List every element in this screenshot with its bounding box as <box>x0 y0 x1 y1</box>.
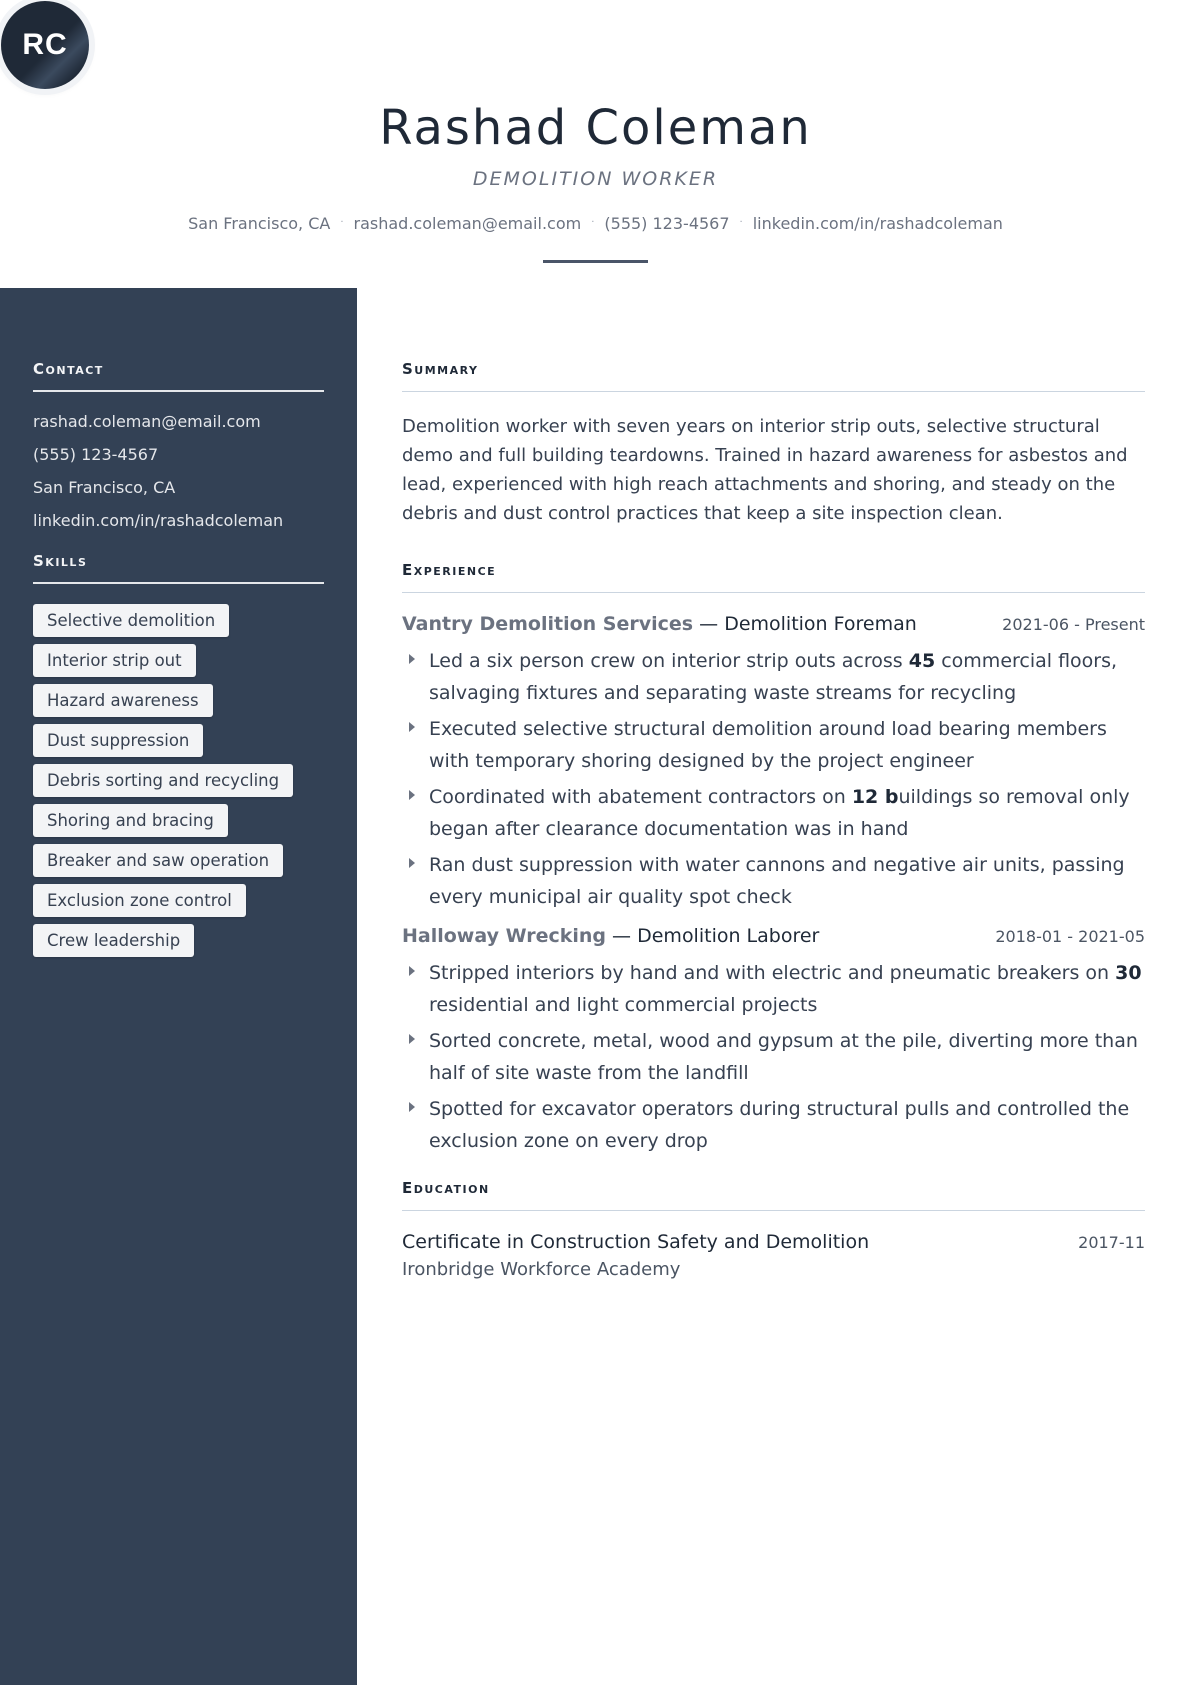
sidebar <box>0 288 357 1685</box>
bullet-text: Spotted for excavator operators during structural pulls and controlled the exclusion zone on every drop <box>429 1098 1130 1152</box>
skills-heading: Skills <box>33 552 324 584</box>
degree-name: Certificate in Construction Safety and Demolition <box>402 1231 870 1253</box>
company-name: Halloway Wrecking <box>402 925 607 947</box>
bullet-item <box>402 1093 1145 1157</box>
skill-chip: Breaker and saw operation <box>33 844 283 877</box>
sidebar-location: San Francisco, CA <box>33 478 176 497</box>
job-title-line <box>402 613 917 635</box>
bullet-item <box>402 645 1145 709</box>
separator: · <box>340 217 344 228</box>
header-email: rashad.coleman@email.com <box>353 214 582 233</box>
bullet-highlight: 30 <box>1115 962 1142 984</box>
bullet-text: uildings so removal only began after clearance documentation was in hand <box>429 786 1130 840</box>
skill-chip: Shoring and bracing <box>33 804 228 837</box>
job-dates: 2021-06 - Present <box>1002 615 1145 634</box>
job-entry <box>402 925 1145 1157</box>
skill-chip: Debris sorting and recycling <box>33 764 293 797</box>
sidebar-linkedin: linkedin.com/in/rashadcoleman <box>33 511 284 530</box>
bullet-item <box>402 957 1145 1021</box>
skill-chip: Crew leadership <box>33 924 194 957</box>
job-bullets <box>402 957 1145 1157</box>
education-heading: Education <box>402 1179 1145 1211</box>
education-header <box>402 1231 1145 1253</box>
skill-chip: Hazard awareness <box>33 684 213 717</box>
bullet-highlight: 45 <box>908 650 936 672</box>
company-name: Vantry Demolition Services <box>402 613 694 635</box>
skills-list <box>33 604 324 964</box>
bullet-text: Coordinated with abatement contractors on <box>429 786 852 808</box>
bullet-text: Sorted concrete, metal, wood and gypsum at the pile, diverting more than half of site waste from the landfill <box>429 1030 1138 1084</box>
job-dates: 2018-01 - 2021-05 <box>995 927 1145 946</box>
header-phone: (555) 123-4567 <box>604 214 730 233</box>
bullet-text: Led a six person crew on interior strip outs across <box>429 650 909 672</box>
summary-heading: Summary <box>402 360 1145 392</box>
avatar: RC <box>1 1 89 89</box>
separator: · <box>591 217 595 228</box>
bullet-item <box>402 713 1145 777</box>
header-divider <box>543 260 648 263</box>
sidebar-email: rashad.coleman@email.com <box>33 412 261 431</box>
title-dash: — <box>606 925 638 947</box>
job-header <box>402 613 1145 635</box>
bullet-text: Ran dust suppression with water cannons and negative air units, passing every municipal air quality spot check <box>429 854 1125 908</box>
title-dash: — <box>693 613 725 635</box>
job-bullets <box>402 645 1145 913</box>
header-contact-line <box>0 214 1191 233</box>
bullet-text: Executed selective structural demolition around load bearing members with temporary shoring designed by the project engineer <box>429 718 1107 772</box>
sidebar-phone: (555) 123-4567 <box>33 445 159 464</box>
education-section <box>402 1179 1145 1280</box>
bullet-text: Stripped interiors by hand and with electric and pneumatic breakers on <box>429 962 1116 984</box>
job-title: DEMOLITION WORKER <box>472 168 719 190</box>
bullet-item <box>402 781 1145 845</box>
bullet-highlight: 12 b <box>851 786 899 808</box>
summary-text: Demolition worker with seven years on interior strip outs, selective structural demo and full building teardowns. Trained in hazard awareness for asbestos and lead, experienced with high reach attachments and shoring, and steady on the debris and dust control practices that keep a site inspection clean. <box>402 416 1128 524</box>
role-name: Demolition Foreman <box>724 613 917 635</box>
bullet-item <box>402 1025 1145 1089</box>
bullet-text: commercial floors, salvaging fixtures and separating waste streams for recycling <box>429 650 1118 704</box>
role-name: Demolition Laborer <box>637 925 820 947</box>
skill-chip: Dust suppression <box>33 724 203 757</box>
experience-heading: Experience <box>402 561 1145 593</box>
bullet-item <box>402 849 1145 913</box>
separator: · <box>739 217 743 228</box>
job-entry <box>402 613 1145 913</box>
contact-heading: Contact <box>33 360 324 392</box>
resume-header <box>0 0 1191 288</box>
candidate-name: Rashad Coleman <box>379 100 812 156</box>
header-linkedin: linkedin.com/in/rashadcoleman <box>752 214 1003 233</box>
job-title-line <box>402 925 819 947</box>
job-header <box>402 925 1145 947</box>
education-date: 2017-11 <box>1078 1233 1145 1252</box>
skill-chip: Selective demolition <box>33 604 229 637</box>
bullet-text: residential and light commercial projects <box>429 994 818 1016</box>
school-name: Ironbridge Workforce Academy <box>402 1259 681 1280</box>
skill-chip: Interior strip out <box>33 644 196 677</box>
main-content <box>402 360 1145 1280</box>
skill-chip: Exclusion zone control <box>33 884 246 917</box>
header-location: San Francisco, CA <box>188 214 331 233</box>
